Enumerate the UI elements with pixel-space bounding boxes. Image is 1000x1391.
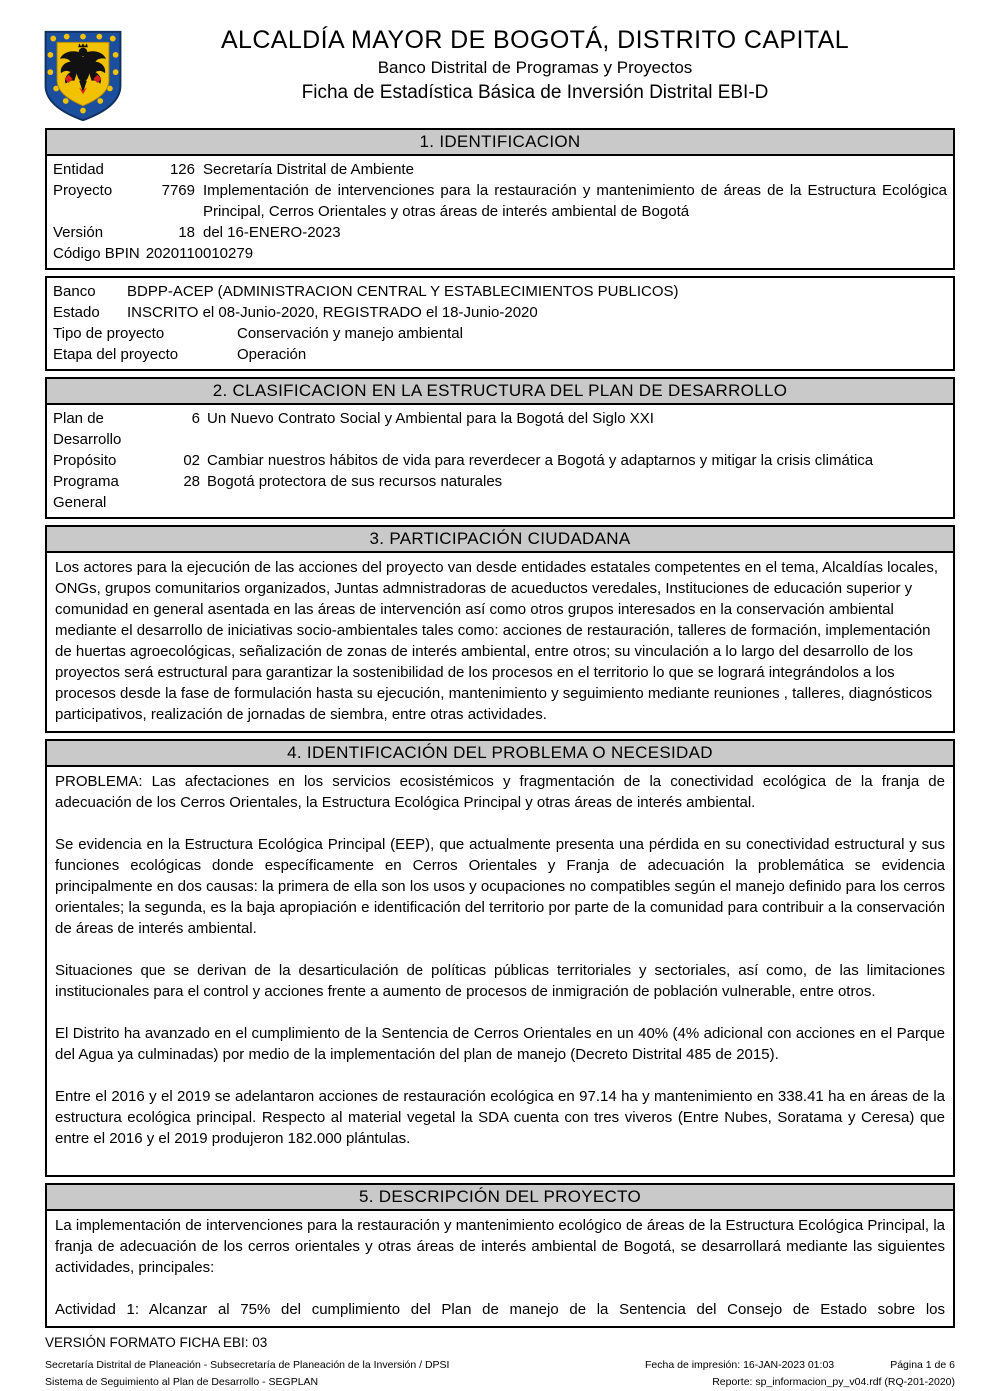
document-header	[45, 26, 955, 120]
field-row-etapa-proyecto	[53, 344, 947, 365]
field-value: Operación	[237, 346, 307, 363]
field-value: Implementación de intervenciones para la restauración y mantenimiento de áreas de la Estructura Ecológica Principal, Cerros Orientales y otras áreas de interés ambiental de Bogotá	[203, 182, 947, 220]
section-4-body	[47, 767, 953, 1175]
field-label: Versión	[53, 224, 104, 241]
field-label: Programa General	[53, 473, 119, 511]
page-title: ALCALDÍA MAYOR DE BOGOTÁ, DISTRITO CAPITAL	[220, 26, 850, 54]
paragraph: Entre el 2016 y el 2019 se adelantaron acciones de restauración ecológica en 97.14 ha y mantenimiento en 338.41 ha en áreas de la estructura ecológica principal. Respecto al material vegetal la SDA cuenta con tres viveros (Entre Nubes, Soratama y Ceresa) que entre el 2016 y el 2019 produjeron 182.000 plántulas.	[55, 1088, 945, 1147]
bogota-coat-of-arms-icon	[39, 28, 127, 124]
field-row-version	[53, 222, 947, 243]
paragraph: Actividad 1: Alcanzar al 75% del cumplimiento del Plan de manejo de la Sentencia del Consejo de Estado sobre los	[55, 1301, 945, 1318]
document-body	[45, 128, 955, 1328]
paragraph: La implementación de intervenciones para la restauración y mantenimiento ecológico de áreas de la Estructura Ecológica Principal, la franja de adecuación de los cerros orientales y otras áreas de interés ambiental de Bogotá, se desarrollará mediante las siguientes actividades, principales:	[55, 1217, 945, 1276]
document-page	[0, 26, 1000, 1388]
field-code: 6	[191, 410, 200, 427]
field-value: 2020110010279	[145, 245, 254, 262]
footer-entity-line: Secretaría Distrital de Planeación - Subsecretaría de Planeación de la Inversión / DPSI	[45, 1359, 450, 1371]
header-subtitle-banco: Banco Distrital de Programas y Proyectos	[377, 58, 693, 77]
field-row-estado	[53, 302, 947, 323]
field-label: Propósito	[53, 452, 117, 469]
print-date	[645, 1357, 834, 1374]
section-2-fields	[47, 405, 953, 517]
footer-system-line: Sistema de Seguimiento al Plan de Desarrollo - SEGPLAN	[45, 1376, 319, 1388]
footer-print-row	[645, 1357, 955, 1374]
field-label: Entidad	[53, 161, 104, 178]
section-3-header: 3. PARTICIPACIÓN CIUDADANA	[47, 527, 953, 553]
paragraph: El Distrito ha avanzado en el cumplimiento de la Sentencia de Cerros Orientales en un 40% (4% adicional con acciones en el Parque del Agua ya culminadas) por medio de la implementación del plan de manejo (Decreto Distrital 485 de 2015).	[55, 1025, 945, 1063]
document-footer	[45, 1334, 955, 1391]
footer-version-label: VERSIÓN FORMATO FICHA EBI: 03	[45, 1335, 268, 1350]
banco-fields	[47, 278, 953, 369]
field-label: Banco	[53, 283, 96, 300]
paragraph: Se evidencia en la Estructura Ecológica Principal (EEP), que actualmente presenta una pérdida en su conectividad estructural y sus funciones ecológicas donde específicamente en Cerros Orientales y Franja de adecuación la problemática se evidencia principalmente en dos causas: la primera de ella son los usos y ocupaciones no compatibles según el manejo definido para los cerros orientales; la segunda, es la baja apropiación e identificación del territorio por parte de la comunidad para contribuir a la conservación de áreas de interés ambiental.	[55, 836, 945, 937]
field-label: Tipo de proyecto	[53, 325, 165, 342]
field-value: BDPP-ACEP (ADMINISTRACION CENTRAL Y ESTABLECIMIENTOS PUBLICOS)	[127, 283, 679, 300]
page-number: Página 1 de 6	[890, 1359, 955, 1371]
paragraph: Situaciones que se derivan de la desarticulación de políticas públicas territoriales y sectoriales, así como, de las limitaciones institucionales para el control y acciones frente a aumento de procesos de inmigración de población vulnerable, entre otros.	[55, 962, 945, 1000]
field-row-codigo-bpin	[53, 243, 947, 264]
field-label: Plan de Desarrollo	[53, 410, 122, 448]
field-code: 28	[183, 473, 200, 490]
field-label: Proyecto	[53, 182, 113, 199]
print-date-value: 16-JAN-2023 01:03	[743, 1359, 835, 1371]
section-clasificacion	[45, 377, 955, 519]
print-date-label: Fecha de impresión:	[645, 1359, 741, 1371]
field-value: Un Nuevo Contrato Social y Ambiental para la Bogotá del Siglo XXI	[207, 410, 654, 427]
section-3-body	[47, 553, 953, 731]
section-1-fields	[47, 156, 953, 268]
footer-left-column	[45, 1357, 449, 1391]
field-code: 7769	[161, 182, 195, 199]
footer-right-column	[645, 1357, 955, 1391]
field-label: Código BPIN	[53, 245, 140, 262]
field-code: 126	[169, 161, 195, 178]
header-subtitle-ficha: Ficha de Estadística Básica de Inversión Distrital EBI-D	[301, 82, 769, 103]
paragraph: Los actores para la ejecución de las acciones del proyecto van desde entidades estatales competentes en el tema, Alcaldías locales, ONGs, grupos comunitarios organizados, Juntas admnistradoras de acueductos veredales, Instituciones de educación superior y comunidad en general asentada en las áreas de intervención así como otros grupos interesados en la conservación ambiental mediante el desarrollo de iniciativas socio-ambientales tales como: acciones de restauración, talleres de formación, implementación de huertas agroecológicas, señalización de zonas de interés ambiental, entre otros; su vinculación a lo largo del desarrollo de los proyectos será estructural para garantizar la sostenibilidad de los procesos en el territorio lo que se logrará integrándolos a los procesos desde la fase de formulación hasta su ejecución, mantenimiento y seguimiento mediante reuniones , talleres, diagnósticos participativos, realización de jornadas de siembra, entre otras actividades.	[55, 559, 939, 723]
section-participacion-ciudadana	[45, 525, 955, 733]
field-value: Conservación y manejo ambiental	[237, 325, 463, 342]
field-row-tipo-proyecto	[53, 323, 947, 344]
report-id: Reporte: sp_informacion_py_v04.rdf (RQ-201-2020)	[712, 1376, 955, 1388]
paragraph: PROBLEMA: Las afectaciones en los servicios ecosistémicos y fragmentación de la conectividad ecológica de la franja de adecuación de los Cerros Orientales, la Estructura Ecológica Principal y otras áreas de interés ambiental.	[55, 773, 945, 811]
field-code: 18	[178, 224, 195, 241]
field-row-banco	[53, 281, 947, 302]
field-row-entidad	[53, 159, 947, 180]
field-value: INSCRITO el 08-Junio-2020, REGISTRADO el 18-Junio-2020	[127, 304, 538, 321]
field-code: 02	[183, 452, 200, 469]
field-value: Bogotá protectora de sus recursos naturales	[207, 473, 503, 490]
section-1-header: 1. IDENTIFICACION	[47, 130, 953, 156]
section-identificacion	[45, 128, 955, 270]
field-value: del 16-ENERO-2023	[203, 224, 341, 241]
field-row-proyecto	[53, 180, 947, 222]
field-label: Estado	[53, 304, 100, 321]
field-value: Secretaría Distrital de Ambiente	[203, 161, 414, 178]
section-banco-estado	[45, 276, 955, 371]
section-5-header: 5. DESCRIPCIÓN DEL PROYECTO	[47, 1185, 953, 1211]
footer-fine-print	[45, 1357, 955, 1391]
section-problema-necesidad	[45, 739, 955, 1177]
section-5-body	[47, 1211, 953, 1326]
section-descripcion-proyecto	[45, 1183, 955, 1328]
field-row-programa-general	[53, 471, 947, 513]
field-label: Etapa del proyecto	[53, 346, 179, 363]
field-value: Cambiar nuestros hábitos de vida para reverdecer a Bogotá y adaptarnos y mitigar la crisis climática	[207, 452, 874, 469]
section-4-header: 4. IDENTIFICACIÓN DEL PROBLEMA O NECESIDAD	[47, 741, 953, 767]
section-2-header: 2. CLASIFICACION EN LA ESTRUCTURA DEL PLAN DE DESARROLLO	[47, 379, 953, 405]
header-titles	[115, 26, 955, 105]
field-row-plan-desarrollo	[53, 408, 947, 450]
field-row-proposito	[53, 450, 947, 471]
